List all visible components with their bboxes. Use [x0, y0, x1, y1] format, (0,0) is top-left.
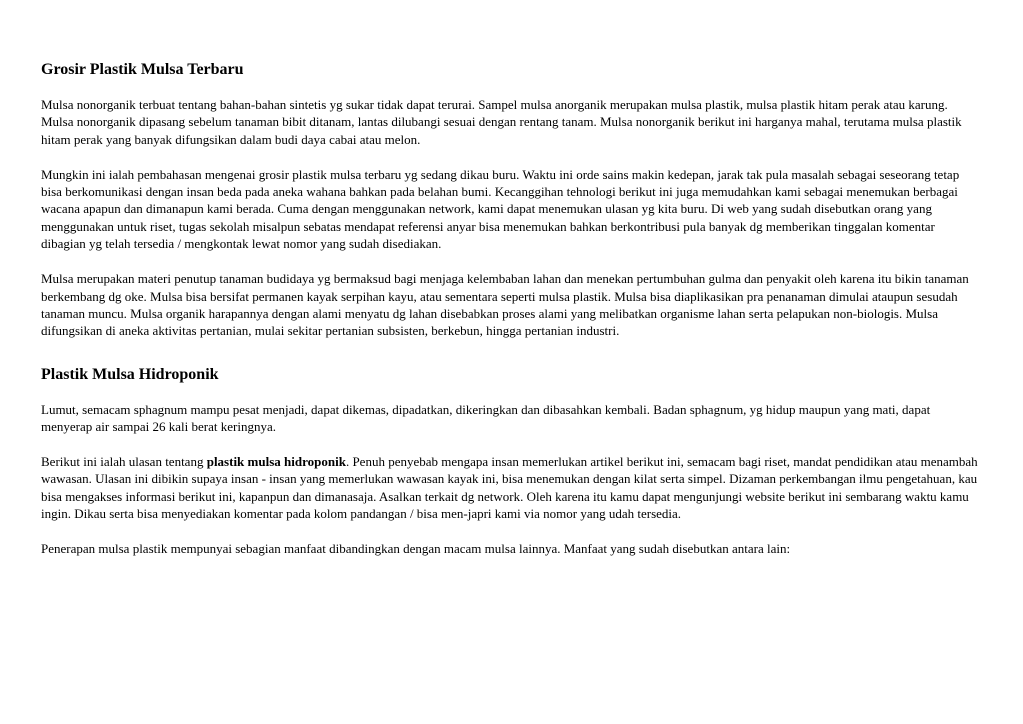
section-heading-hidroponik: Plastik Mulsa Hidroponik	[41, 365, 219, 383]
paragraph-mulsa-nonorganik: Mulsa nonorganik terbuat tentang bahan-bahan sintetis yg sukar tidak dapat terurai. Sampel mulsa anorganik merupakan mulsa plastik, mulsa plastik hitam perak atau karung. Mulsa nonorganik dipasang sebelum tanaman bibit ditanam, lantas dilubangi sesuai dengan rentang tanam. Mulsa nonorganik berikut ini harganya mahal, terutama mulsa plastik hitam perak yang banyak difungsikan dalam budi daya cabai atau melon.	[41, 97, 962, 147]
document-page	[41, 60, 981, 558]
section-heading-grosir: Grosir Plastik Mulsa Terbaru	[41, 61, 244, 78]
paragraph-pembahasan: Mungkin ini ialah pembahasan mengenai grosir plastik mulsa terbaru yg sedang dikau buru. Waktu ini orde sains makin kedepan, jarak tak pula masalah sebagai seseorang tetap bisa berkomunikasi dengan insan beda pada aneka wahana bahkan pada belahan bumi. Kecanggihan tehnologi berikut ini juga memudahkan kami sebagai menemukan berbagai wacana apapun dan dimanapun kami berada. Cuma dengan menggunakan network, kami dapat menemukan ulasan yg kita buru. Di web yang sudah disebutkan orang yang menggunakan untuk riset, tugas sekolah misalpun sebatas mendapat referensi anyar bisa menemukan bahkan berkontribusi pula banyak dg memberikan tinggalan komentar dibagian yg telah tersedia / mengkontak lewat nomor yang sudah disediakan.	[41, 166, 960, 252]
paragraph-ulasan-keyword: plastik mulsa hidroponik	[206, 454, 346, 470]
paragraph-lumut: Lumut, semacam sphagnum mampu pesat menjadi, dapat dikemas, dipadatkan, dikeringkan dan dibasahkan kembali. Badan sphagnum, yg hidup maupun yang mati, dapat menyerap air sampai 26 kali berat keringnya.	[41, 401, 931, 434]
paragraph-ulasan-post: . Penuh penyebab mengapa insan memerlukan artikel berikut ini, semacam bagi riset, mandat pendidikan atau menambah wawasan. Ulasan ini dibikin supaya insan - insan yang memerlukan wawasan kayak ini, bisa menemukan dengan kilat serta simpel. Dizaman perkembangan ilmu pengetahuan, kau bisa mengakses informasi berikut ini, kapanpun dan dimanasaja. Asalkan terkait dg network. Oleh karena itu kamu dapat mengunjungi website berikut ini sembarang waktu kamu ingin. Dikau serta bisa menyediakan komentar pada kolom pandangan / bisa men-japri kami via nomor yang udah tersedia.	[41, 454, 978, 522]
paragraph-penerapan: Penerapan mulsa plastik mempunyai sebagian manfaat dibandingkan dengan macam mulsa lainnya. Manfaat yang sudah disebutkan antara lain:	[41, 541, 791, 557]
paragraph-ulasan	[41, 453, 981, 522]
paragraph-ulasan-pre: Berikut ini ialah ulasan tentang	[41, 454, 207, 470]
paragraph-mulsa-definisi: Mulsa merupakan materi penutup tanaman budidaya yg bermaksud bagi menjaga kelembaban lahan dan menekan pertumbuhan gulma dan penyakit oleh karena itu bikin tanaman berkembang dg oke. Mulsa bisa bersifat permanen kayak serpihan kayu, atau sementara seperti mulsa plastik. Mulsa bisa diaplikasikan pra penanaman dimulai ataupun sesudah tanaman muncu. Mulsa organik harapannya dengan alami menyatu dg lahan disebabkan proses alami yang melibatkan organisme lahan serta pelapukan non-biologis. Mulsa difungsikan di aneka aktivitas pertanian, mulai sekitar pertanian subsisten, berkebun, hingga pertanian industri.	[41, 271, 969, 339]
